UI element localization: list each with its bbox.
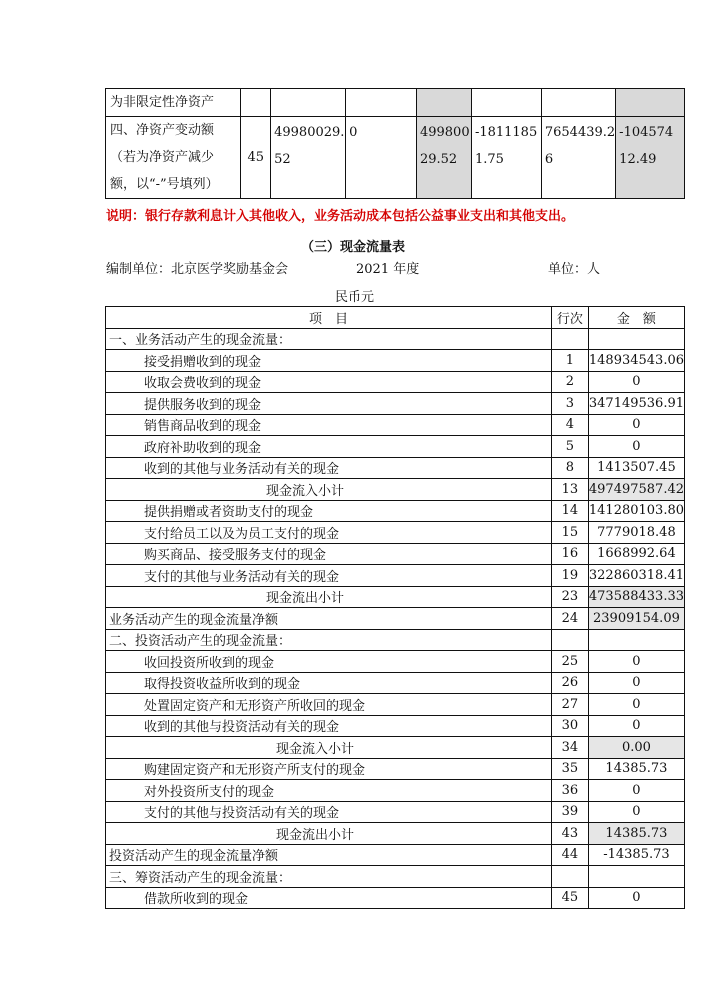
- row2-value: 49980029. 52: [271, 117, 346, 199]
- row-amount: 0: [588, 887, 684, 909]
- row-amount: 347149536.91: [588, 393, 684, 415]
- row-item: 政府补助收到的现金: [106, 436, 552, 458]
- row-item: 接受捐赠收到的现金: [106, 350, 552, 372]
- table-row: [106, 715, 685, 737]
- table-row: [106, 866, 685, 888]
- row-amount: 0: [588, 694, 684, 716]
- row-amount: 1413507.45: [588, 457, 684, 479]
- row-amount: 0: [588, 371, 684, 393]
- row-line-no: 4: [551, 414, 588, 436]
- row-line-no: 2: [551, 371, 588, 393]
- row-item: 处置固定资产和无形资产所收回的现金: [106, 694, 552, 716]
- row-amount: -14385.73: [588, 844, 684, 866]
- row-item: 提供捐赠或者资助支付的现金: [106, 500, 552, 522]
- row-line-no: 30: [551, 715, 588, 737]
- row-amount: 322860318.41: [588, 565, 684, 587]
- row2-value: 7654439.2 6: [541, 117, 615, 199]
- table-row: [106, 737, 685, 759]
- row-amount: 0: [588, 672, 684, 694]
- table-row: [106, 801, 685, 823]
- row-line-no: 39: [551, 801, 588, 823]
- table-row: [106, 479, 685, 501]
- row2-value: -104574 12.49: [616, 117, 685, 199]
- row-amount: 0.00: [588, 737, 684, 759]
- table-row: [106, 543, 685, 565]
- table-row: [106, 522, 685, 544]
- row-item: 收回投资所收到的现金: [106, 651, 552, 673]
- row-line-no: 19: [551, 565, 588, 587]
- row-amount: 7779018.48: [588, 522, 684, 544]
- row-line-no: 3: [551, 393, 588, 415]
- table-row: [106, 117, 685, 199]
- row-item: 购建固定资产和无形资产所支付的现金: [106, 758, 552, 780]
- row-amount: 141280103.80: [588, 500, 684, 522]
- row-item: 取得投资收益所收到的现金: [106, 672, 552, 694]
- table-row: [106, 887, 685, 909]
- row-item: 现金流出小计: [106, 586, 552, 608]
- row-item: 支付给员工以及为员工支付的现金: [106, 522, 552, 544]
- row-item: 现金流出小计: [106, 823, 552, 845]
- row-line-no: 36: [551, 780, 588, 802]
- table-row: [106, 414, 685, 436]
- row1-item: 为非限定性净资产: [106, 89, 241, 117]
- table-row: [106, 672, 685, 694]
- table-row: [106, 436, 685, 458]
- row-item: 投资活动产生的现金流量净额: [106, 844, 552, 866]
- row-item: 收取会费收到的现金: [106, 371, 552, 393]
- row-item: 支付的其他与业务活动有关的现金: [106, 565, 552, 587]
- row-line-no: 13: [551, 479, 588, 501]
- row2-value: 0: [346, 117, 417, 199]
- row-line-no: 43: [551, 823, 588, 845]
- row-item: 三、筹资活动产生的现金流量：: [106, 866, 552, 888]
- row-amount: 0: [588, 801, 684, 823]
- section-title: （三）现金流量表: [300, 240, 405, 255]
- table-row: [106, 393, 685, 415]
- row-item: 收到的其他与投资活动有关的现金: [106, 715, 552, 737]
- table-row: [106, 608, 685, 630]
- table-row: [106, 350, 685, 372]
- row-line-no: 25: [551, 651, 588, 673]
- row2-value: 499800 29.52: [416, 117, 471, 199]
- table-row: [106, 651, 685, 673]
- currency-unit-continued: 民币元: [335, 290, 375, 305]
- row-line-no: [551, 629, 588, 651]
- row-item: 提供服务收到的现金: [106, 393, 552, 415]
- row-amount: 23909154.09: [588, 608, 684, 630]
- row-item: 一、业务活动产生的现金流量：: [106, 328, 552, 350]
- table-header-row: [106, 307, 685, 329]
- row-line-no: 35: [551, 758, 588, 780]
- row-item: 对外投资所支付的现金: [106, 780, 552, 802]
- row-amount: 14385.73: [588, 823, 684, 845]
- row-amount: 473588433.33: [588, 586, 684, 608]
- row-amount: [588, 866, 684, 888]
- row-item: 收到的其他与业务活动有关的现金: [106, 457, 552, 479]
- row-amount: [588, 629, 684, 651]
- table-row: [106, 780, 685, 802]
- row-line-no: 45: [551, 887, 588, 909]
- table-row: [106, 844, 685, 866]
- header-amount: 金 额: [588, 307, 684, 329]
- row-line-no: 23: [551, 586, 588, 608]
- row-line-no: [551, 328, 588, 350]
- row2-value: -1811185 1.75: [471, 117, 541, 199]
- header-line: 行次: [551, 307, 588, 329]
- row-amount: 0: [588, 715, 684, 737]
- row-line-no: 8: [551, 457, 588, 479]
- row-item: 销售商品收到的现金: [106, 414, 552, 436]
- table-row: [106, 823, 685, 845]
- row-item: 现金流入小计: [106, 737, 552, 759]
- row-line-no: 1: [551, 350, 588, 372]
- row-amount: 497497587.42: [588, 479, 684, 501]
- fiscal-year: 2021 年度: [356, 262, 420, 277]
- row-amount: [588, 328, 684, 350]
- table-row: [106, 565, 685, 587]
- row-item: 支付的其他与投资活动有关的现金: [106, 801, 552, 823]
- row-line-no: 34: [551, 737, 588, 759]
- table-row: [106, 328, 685, 350]
- row-line-no: 16: [551, 543, 588, 565]
- row2-item: 四、净资产变动额 （若为净资产减少 额，以“-”号填列）: [106, 117, 241, 199]
- row-amount: 148934543.06: [588, 350, 684, 372]
- row-line-no: 15: [551, 522, 588, 544]
- row-item: 借款所收到的现金: [106, 887, 552, 909]
- row-line-no: 44: [551, 844, 588, 866]
- row-amount: 0: [588, 651, 684, 673]
- table-row: [106, 500, 685, 522]
- row-line-no: 24: [551, 608, 588, 630]
- row-amount: 1668992.64: [588, 543, 684, 565]
- row-amount: 0: [588, 780, 684, 802]
- table-row: [106, 694, 685, 716]
- row-line-no: [551, 866, 588, 888]
- header-item: 项 目: [106, 307, 552, 329]
- currency-unit: 单位：人: [548, 262, 601, 277]
- row-item: 购买商品、接受服务支付的现金: [106, 543, 552, 565]
- row-line-no: 26: [551, 672, 588, 694]
- row-line-no: 14: [551, 500, 588, 522]
- row-item: 二、投资活动产生的现金流量：: [106, 629, 552, 651]
- note-text: 说明：银行存款利息计入其他收入，业务活动成本包括公益事业支出和其他支出。: [106, 209, 575, 224]
- table-row: [106, 89, 685, 117]
- table-row: [106, 457, 685, 479]
- table-row: [106, 758, 685, 780]
- table-row: [106, 629, 685, 651]
- cash-flow-table: [105, 306, 685, 909]
- net-assets-table: [105, 88, 685, 199]
- table-row: [106, 586, 685, 608]
- row-item: 现金流入小计: [106, 479, 552, 501]
- row-line-no: 27: [551, 694, 588, 716]
- row-line-no: 5: [551, 436, 588, 458]
- row-item: 业务活动产生的现金流量净额: [106, 608, 552, 630]
- preparer-unit: 编制单位：北京医学奖励基金会: [106, 262, 289, 277]
- row-amount: 0: [588, 436, 684, 458]
- row2-line-no: 45: [241, 117, 271, 199]
- row-amount: 0: [588, 414, 684, 436]
- table-row: [106, 371, 685, 393]
- row-amount: 14385.73: [588, 758, 684, 780]
